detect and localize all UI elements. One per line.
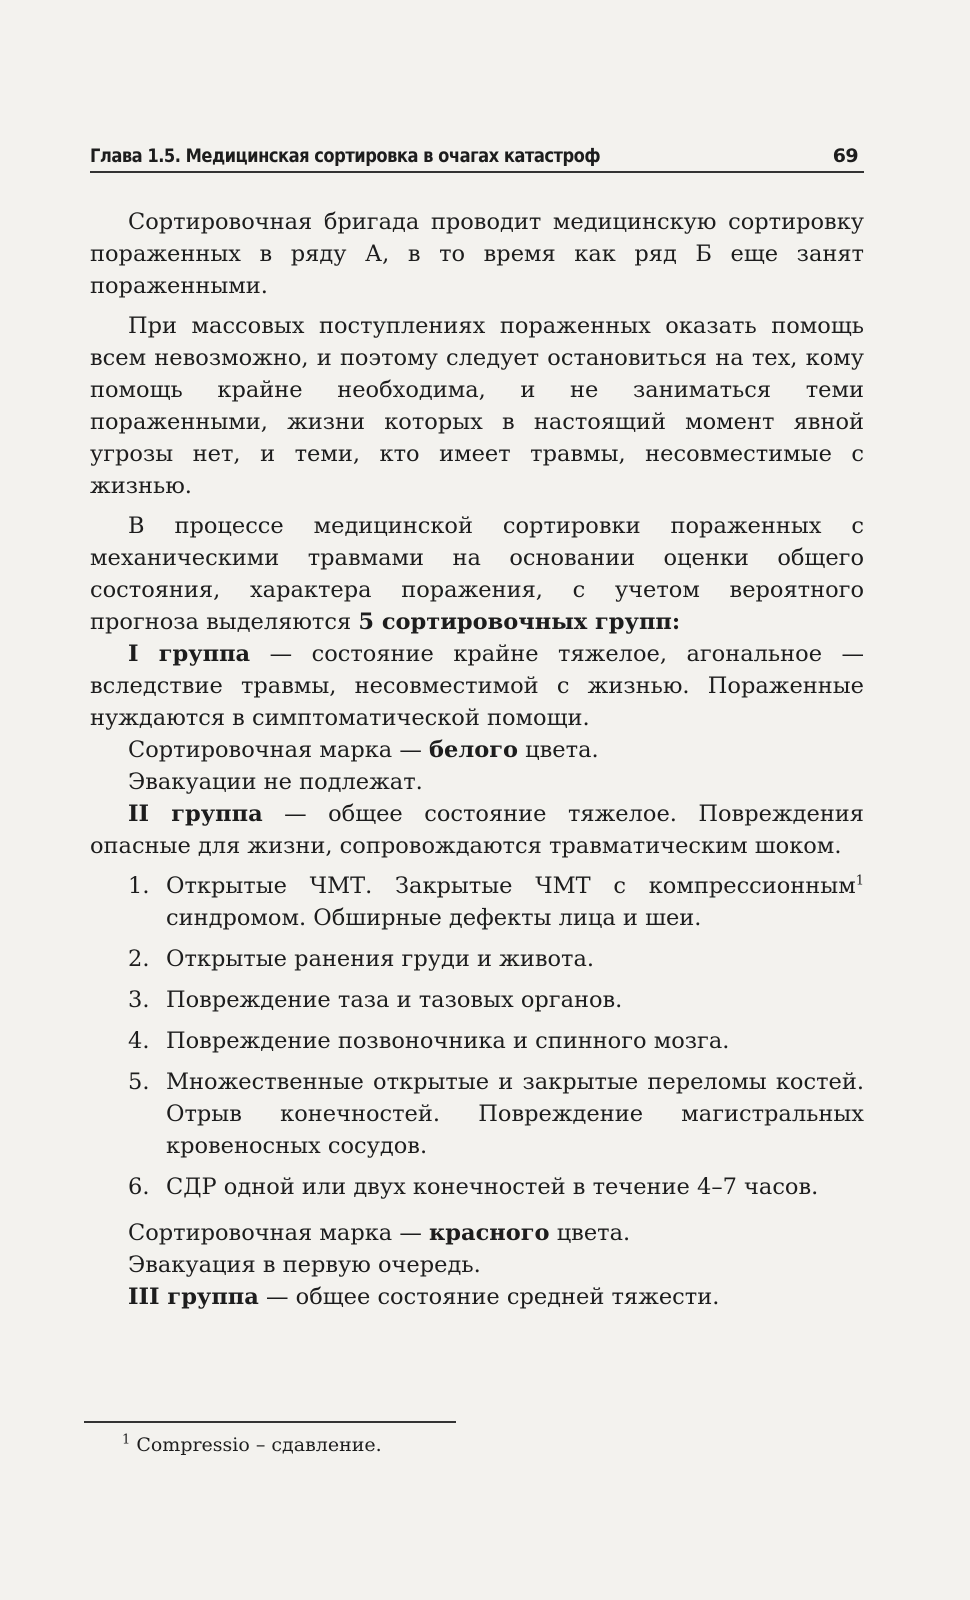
group-3-text: — общее состояние средней тяжести. (258, 1284, 720, 1310)
red-color-emphasis: красного (429, 1220, 550, 1246)
page-number: 69 (832, 145, 858, 167)
list-item-number: 2. (128, 946, 150, 972)
group-1-mark-text: Сортировочная марка — (128, 737, 430, 763)
list-item-number: 6. (128, 1174, 150, 1200)
group-2-label: II группа (128, 801, 263, 827)
group-2-evacuation: Эвакуация в первую очередь. (128, 1252, 481, 1278)
list-item-number: 1. (128, 873, 150, 899)
group-2-mark-end: цвета. (549, 1220, 631, 1246)
five-groups-emphasis: 5 сортировочных групп: (358, 609, 681, 635)
list-item (90, 1066, 864, 1162)
footnote-divider (84, 1421, 456, 1423)
group-1-evacuation: Эвакуации не подлежат. (128, 769, 423, 795)
chapter-title: Глава 1.5. Медицинская сортировка в очагах катастроф (90, 145, 601, 167)
group-3-description (90, 1281, 864, 1313)
list-item-text: Открытые ЧМТ. Закрытые ЧМТ с компрессионным (166, 873, 856, 899)
list-item (90, 1171, 864, 1203)
list-item (90, 870, 864, 934)
list-item-number: 4. (128, 1028, 150, 1054)
list-item-text: Множественные открытые и закрытые переломы костей. Отрыв конечностей. Повреждение магистральных кровеносных сосудов. (166, 1069, 864, 1159)
list-item-text-cont: синдромом. Обширные дефекты лица и шеи. (166, 905, 702, 931)
list-item-text: Открытые ранения груди и живота. (166, 946, 595, 972)
list-item-text: СДР одной или двух конечностей в течение 4–7 часов. (166, 1174, 819, 1200)
list-item-text: Повреждение таза и тазовых органов. (166, 987, 623, 1013)
footnote-text: Compressio – сдавление. (130, 1434, 382, 1456)
page-body (90, 206, 864, 1313)
paragraph-sorting-groups-text: В процессе медицинской сортировки пораженных с механическими травмами на основании оценки общего состояния, характера поражения, с учетом вероятного прогноза выделяются (90, 513, 864, 635)
paragraph-sorting-groups (90, 510, 864, 638)
list-item-text: Повреждение позвоночника и спинного мозга. (166, 1028, 730, 1054)
white-color-emphasis: белого (429, 737, 519, 763)
footnote-marker: 1 (122, 1432, 131, 1448)
group-1-mark-end: цвета. (518, 737, 599, 763)
footnote-reference: 1 (855, 873, 864, 889)
list-item (90, 943, 864, 975)
group-3-label: III группа (128, 1284, 259, 1310)
list-item (90, 984, 864, 1016)
group-2-description (90, 798, 864, 862)
paragraph-brigade: Сортировочная бригада проводит медицинскую сортировку пораженных в ряду А, в то время как ряд Б еще занят пораженными. (90, 209, 864, 299)
group-1-description (90, 638, 864, 734)
paragraph-mass-arrivals: При массовых поступлениях пораженных оказать помощь всем невозможно, и поэтому следует остановиться на тех, кому помощь крайне необходима, и не заниматься теми пораженными, жизни которых в настоящий момент явной угрозы нет, и теми, кто имеет травмы, несовместимые с жизнью. (90, 313, 864, 499)
group-2-mark (90, 1217, 864, 1249)
group-1-text: — состояние крайне тяжелое, агональное — вследствие травмы, несовместимой с жизнью. Пораженные нуждаются в симптоматической помощи. (90, 641, 864, 731)
footnote (122, 1432, 382, 1458)
list-item-number: 5. (128, 1069, 150, 1095)
group-2-injury-list (90, 870, 864, 1203)
group-1-label: I группа (128, 641, 251, 667)
group-1-mark (90, 734, 864, 766)
list-item-number: 3. (128, 987, 150, 1013)
group-2-text: — общее состояние тяжелое. Повреждения опасные для жизни, сопровождаются травматическим шоком. (90, 801, 865, 859)
list-item (90, 1025, 864, 1057)
group-2-mark-text: Сортировочная марка — (128, 1220, 430, 1246)
running-header (90, 143, 864, 173)
